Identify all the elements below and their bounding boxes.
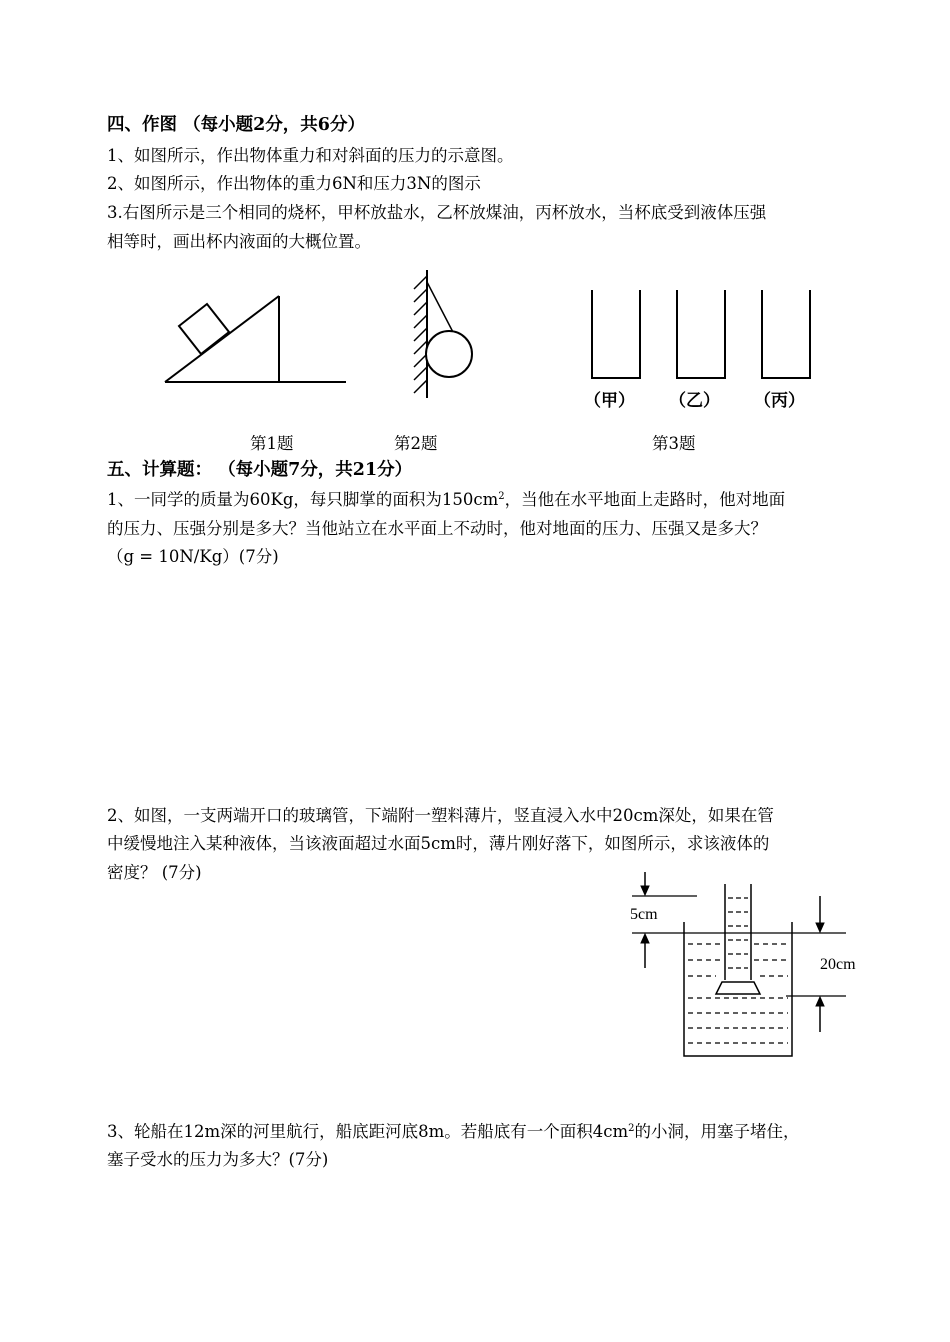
dimension-20cm: 20cm [820, 956, 856, 973]
ball [426, 331, 472, 377]
q3-text-a: 3、轮船在12m深的河里航行，船底距河底8m。若船底有一个面积4cm [107, 1122, 629, 1141]
figure-1-incline [165, 296, 346, 382]
question-5-3-line-2: 塞子受水的压力为多大？(7分) [107, 1150, 329, 1169]
beaker-yi [677, 290, 725, 378]
beaker-label-bing: （丙） [754, 391, 805, 411]
figure-3-beakers [592, 290, 810, 378]
q1-text-a: 1、一同学的质量为60Kg，每只脚掌的面积为150cm [107, 490, 499, 509]
beaker-label-yi: （乙） [669, 391, 720, 411]
question-5-1-line-1 [107, 489, 785, 511]
beaker-label-jia: （甲） [584, 391, 635, 411]
question-5-2-line-3: 密度？ (7分) [107, 863, 202, 882]
question-4-2: 2、如图所示，作出物体的重力6N和压力3N的图示 [107, 174, 481, 193]
section-5-heading: 五、计算题： （每小题7分，共21分） [107, 460, 413, 480]
figure-2-wall-ball [414, 270, 472, 398]
question-5-1-line-2: 的压力、压强分别是多大？当他站立在水平面上不动时，他对地面的压力、压强又是多大？ [107, 519, 767, 538]
q1-superscript: 2 [498, 491, 505, 502]
figure-tube-in-water [632, 872, 846, 1056]
caption-figure-1: 第1题 [250, 434, 294, 453]
question-5-3-line-1 [107, 1121, 800, 1143]
beaker-jia [592, 290, 640, 378]
question-5-2-line-1: 2、如图，一支两端开口的玻璃管，下端附一塑料薄片，竖直浸入水中20cm深处，如果在管 [107, 806, 774, 825]
question-4-3-line-1: 3.右图所示是三个相同的烧杯，甲杯放盐水，乙杯放煤油，丙杯放水，当杯底受到液体压强 [107, 203, 767, 222]
dimension-5cm: 5cm [630, 906, 658, 923]
question-5-2-line-2: 中缓慢地注入某种液体，当该液面超过水面5cm时，薄片刚好落下，如图所示，求该液体的 [107, 834, 770, 853]
plastic-sheet [716, 982, 760, 994]
q3-text-b: 的小洞，用塞子堵住， [634, 1122, 800, 1141]
question-4-1: 1、如图所示，作出物体重力和对斜面的压力的示意图。 [107, 146, 514, 165]
question-4-3-line-2: 相等时，画出杯内液面的大概位置。 [107, 232, 371, 251]
beaker-bing [762, 290, 810, 378]
block-on-incline [179, 304, 229, 354]
question-5-1-line-3: （g = 10N/Kg）(7分) [107, 547, 279, 566]
section-4-heading: 四、作图 （每小题2分，共6分） [107, 115, 365, 135]
q1-text-b: ，当他在水平地面上走路时，他对地面 [504, 490, 786, 509]
q3-superscript: 2 [628, 1123, 635, 1134]
caption-figure-3: 第3题 [652, 434, 696, 453]
string [427, 282, 455, 336]
caption-figure-2: 第2题 [394, 434, 438, 453]
